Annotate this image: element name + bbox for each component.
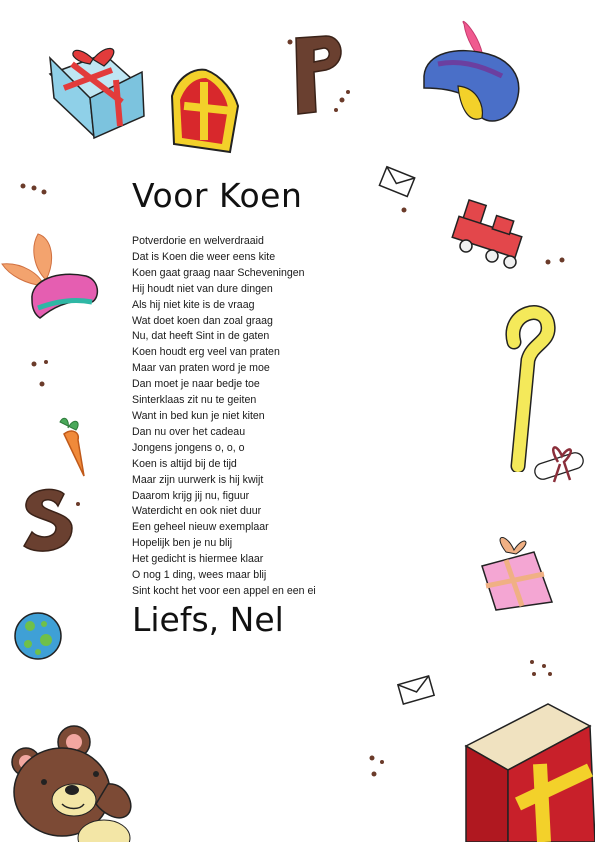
poem-line: Wat doet koen dan zoal graag xyxy=(132,314,273,327)
chocolate-letter-p-icon xyxy=(282,30,362,120)
poem-line: Als hij niet kite is de vraag xyxy=(132,298,255,311)
poem-line: Maar van praten word je moe xyxy=(132,362,270,375)
toy-train-icon xyxy=(446,196,526,272)
carrot-icon xyxy=(50,414,96,480)
crumbs-icon-3 xyxy=(542,254,572,270)
poem-line: Nu, dat heeft Sint in de gaten xyxy=(132,330,270,343)
poem-line: Sinterklaas zit nu te geiten xyxy=(132,394,257,407)
poem-line: Koen is altijd bij de tijd xyxy=(132,457,237,470)
poem-title: Voor Koen xyxy=(132,176,303,215)
poem-signature: Liefs, Nel xyxy=(132,600,284,639)
chocolate-letter-s-icon xyxy=(16,484,84,556)
crumbs-icon-5 xyxy=(366,752,390,782)
poem-line: Jongens jongens o, o, o xyxy=(132,441,245,454)
poem-line: Het gedicht is hiermee klaar xyxy=(132,553,264,566)
poem-line: Waterdicht en ook niet duur xyxy=(132,505,262,518)
teddy-bear-icon xyxy=(0,712,150,842)
poem-line: Maar zijn uurwerk is hij kwijt xyxy=(132,473,264,486)
poem-line: Koen houdt erg veel van praten xyxy=(132,346,280,359)
feather-cap-icon xyxy=(418,14,528,132)
poem-line: Want in bed kun je niet kiten xyxy=(132,409,265,422)
poem-line: Een geheel nieuw exemplaar xyxy=(132,521,269,534)
envelope-icon-2 xyxy=(394,672,438,708)
poem-line: Dan moet je naar bedje toe xyxy=(132,378,260,391)
crumbs-icon-2 xyxy=(26,358,56,390)
poem-line: O nog 1 ding, wees maar blij xyxy=(132,569,267,582)
poem-line: Dan nu over het cadeau xyxy=(132,425,246,438)
pink-cap-icon xyxy=(0,228,106,320)
globe-ball-icon xyxy=(12,610,64,662)
poem-line: Hij houdt niet van dure dingen xyxy=(132,282,273,295)
mitre-icon xyxy=(164,66,244,158)
book-icon xyxy=(462,696,595,842)
crumbs-icon xyxy=(18,180,48,204)
poem-line: Daarom krijg jij nu, figuur xyxy=(132,489,250,502)
poem-line: Sint kocht het voor een appel en een ei xyxy=(132,584,316,597)
poem-line: Dat is Koen die weer eens kite xyxy=(132,250,276,263)
poem-line: Hopelijk ben je nu blij xyxy=(132,537,233,550)
scroll-icon xyxy=(528,436,590,492)
crumbs-icon-4 xyxy=(526,656,556,680)
poem-line: Koen gaat graag naar Scheveningen xyxy=(132,266,305,279)
poem-line: Potverdorie en welverdraaid xyxy=(132,235,264,247)
envelope-icon xyxy=(378,164,418,216)
gift-icon xyxy=(42,30,154,142)
poem-body xyxy=(132,234,382,600)
pink-gift-icon xyxy=(476,530,556,614)
